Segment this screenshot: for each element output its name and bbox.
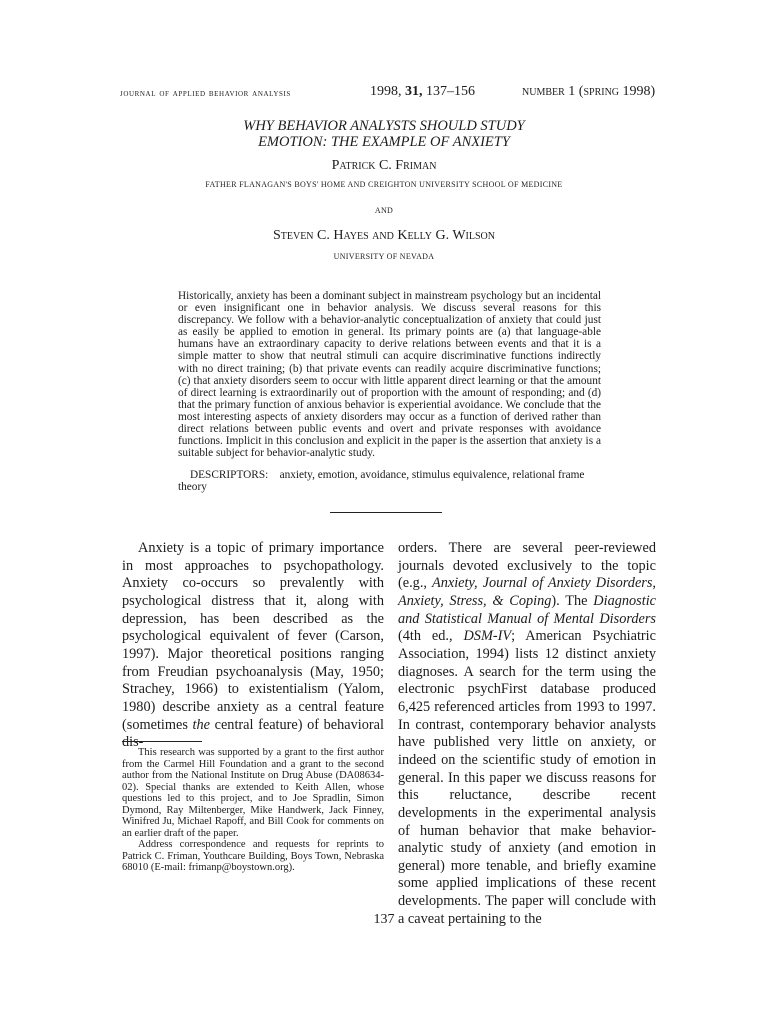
abstract-divider xyxy=(330,512,442,513)
running-header-journal: journal of applied behavior analysis xyxy=(120,88,291,99)
footnote-correspondence: Address correspondence and requests for reprints to Patrick C. Friman, Youthcare Building, Boys Town, Nebraska 68010 (E-mail: frimanp@boystown.org). xyxy=(122,839,384,873)
body-left-text-end: central feature) of behavioral dis- xyxy=(122,716,384,751)
article-title-line-2: EMOTION: THE EXAMPLE OF ANXIETY xyxy=(258,134,510,150)
running-header-citation xyxy=(370,84,475,100)
descriptors xyxy=(178,469,601,493)
journal-list: Anxiety, Journal of Anxiety Disorders, Anxiety, Stress, & Coping xyxy=(398,575,656,609)
second-authors: Steven C. Hayes and Kelly G. Wilson xyxy=(272,228,496,243)
body-left-text: Anxiety is a topic of primary importance in most approaches to psychopathology. Anxiety co-occurs so prevalently with psychological distress that it, along with depression, has been described as the psychological equivalent of fever (Carson, 1997). Major theoretical positions ranging from Freudian psychoanalysis (May, 1950; Strachey, 1966) to existentialism (Yalom, 1980) describe anxiety as a central feature (sometimes xyxy=(122,540,384,733)
body-right-column xyxy=(398,540,656,928)
second-authors-affiliation: UNIVERSITY OF NEVADA xyxy=(333,252,435,261)
dsm-abbrev: DSM-IV xyxy=(463,628,512,645)
descriptors-list: anxiety, emotion, avoidance, stimulus equivalence, relational frame theory xyxy=(178,469,585,494)
citation-year: 1998, xyxy=(370,84,402,99)
footnote xyxy=(122,747,384,874)
body-right-text-1: orders. There are several peer-reviewed journals devoted exclusively to the topic (e.g., xyxy=(398,540,656,592)
first-author-affiliation: FATHER FLANAGAN'S BOYS' HOME AND CREIGHTON UNIVERSITY SCHOOL OF MEDICINE xyxy=(205,180,563,189)
body-left-column xyxy=(122,540,384,752)
running-header-issue: number 1 (spring 1998) xyxy=(522,84,656,99)
footnote-acknowledgment: This research was supported by a grant to the first author from the Carmel Hill Foundation and a grant to the second author from the National Institute on Drug Abuse (DA08634-02). Special thanks are extended to Keith Allen, whose questions led to this project, and to Joe Spradlin, Simon Dymond, Ray Miltenberger, Mike Handwerk, Jack Finney, Winifred Ju, Michael Rapoff, and Bill Cook for comments on an earlier draft of the paper. xyxy=(122,747,384,839)
author-conjunction: AND xyxy=(374,206,394,215)
article-title-line-1: WHY BEHAVIOR ANALYSTS SHOULD STUDY xyxy=(243,118,525,134)
body-right-text-4: ; American Psychiatric Association, 1994) lists 12 distinct anxiety diagnoses. A search for the term using the electronic psychFirst database produced 6,425 referenced articles from 1993 to 1997. In contrast, contemporary behavior analysts have published very little on anxiety, or indeed on the scientific study of emotion in general. In this paper we discuss reasons for this reluctance, describe recent developments in the experimental analysis of human behavior that make behavior-analytic study of anxiety (and emotion in general) more tenable, and briefly examine some applied implications of these recent developments. The paper will conclude with a caveat pertaining to the xyxy=(398,628,656,927)
abstract: Historically, anxiety has been a dominant subject in mainstream psychology but an incidental or even insignificant one in behavior analysis. We discuss several reasons for this discrepancy. We follow with a behavior-analytic conceptualization of anxiety that could just as easily be applied to emotion in general. Its primary points are (a) that language-able humans have an extraordinary capacity to derive relations between events and that it is a simple matter to show that neutral stimuli can acquire discriminative functions indirectly with no direct training; (b) that private events can readily acquire discriminative functions; (c) that anxiety disorders seem to occur with little apparent direct learning or that the amount of direct learning is extraordinarily out of proportion with the amount of responding; and (d) that the primary function of anxious behavior is experiential avoidance. We conclude that the most interesting aspects of anxiety disorders may occur as a function of derived rather than direct relations between public events and overt and private responses with avoidance functions. Implicit in this conclusion and explicit in the paper is the assertion that anxiety is a suitable subject for behavior-analytic study. xyxy=(178,290,601,460)
first-author: Patrick C. Friman xyxy=(331,158,437,173)
article-title xyxy=(0,118,768,150)
descriptors-label: DESCRIPTORS: xyxy=(190,469,269,481)
citation-pages: 137–156 xyxy=(426,84,475,99)
citation-volume: 31, xyxy=(405,84,423,99)
body-right-text-3: (4th ed., xyxy=(398,628,464,645)
dsm-title: Diagnostic and Statistical Manual of Mental Disorders xyxy=(398,592,657,627)
body-right-text-2: ). The xyxy=(551,592,594,609)
page-number: 137 xyxy=(373,912,395,927)
body-left-emphasis: the xyxy=(192,716,210,733)
footnote-divider xyxy=(122,741,202,742)
